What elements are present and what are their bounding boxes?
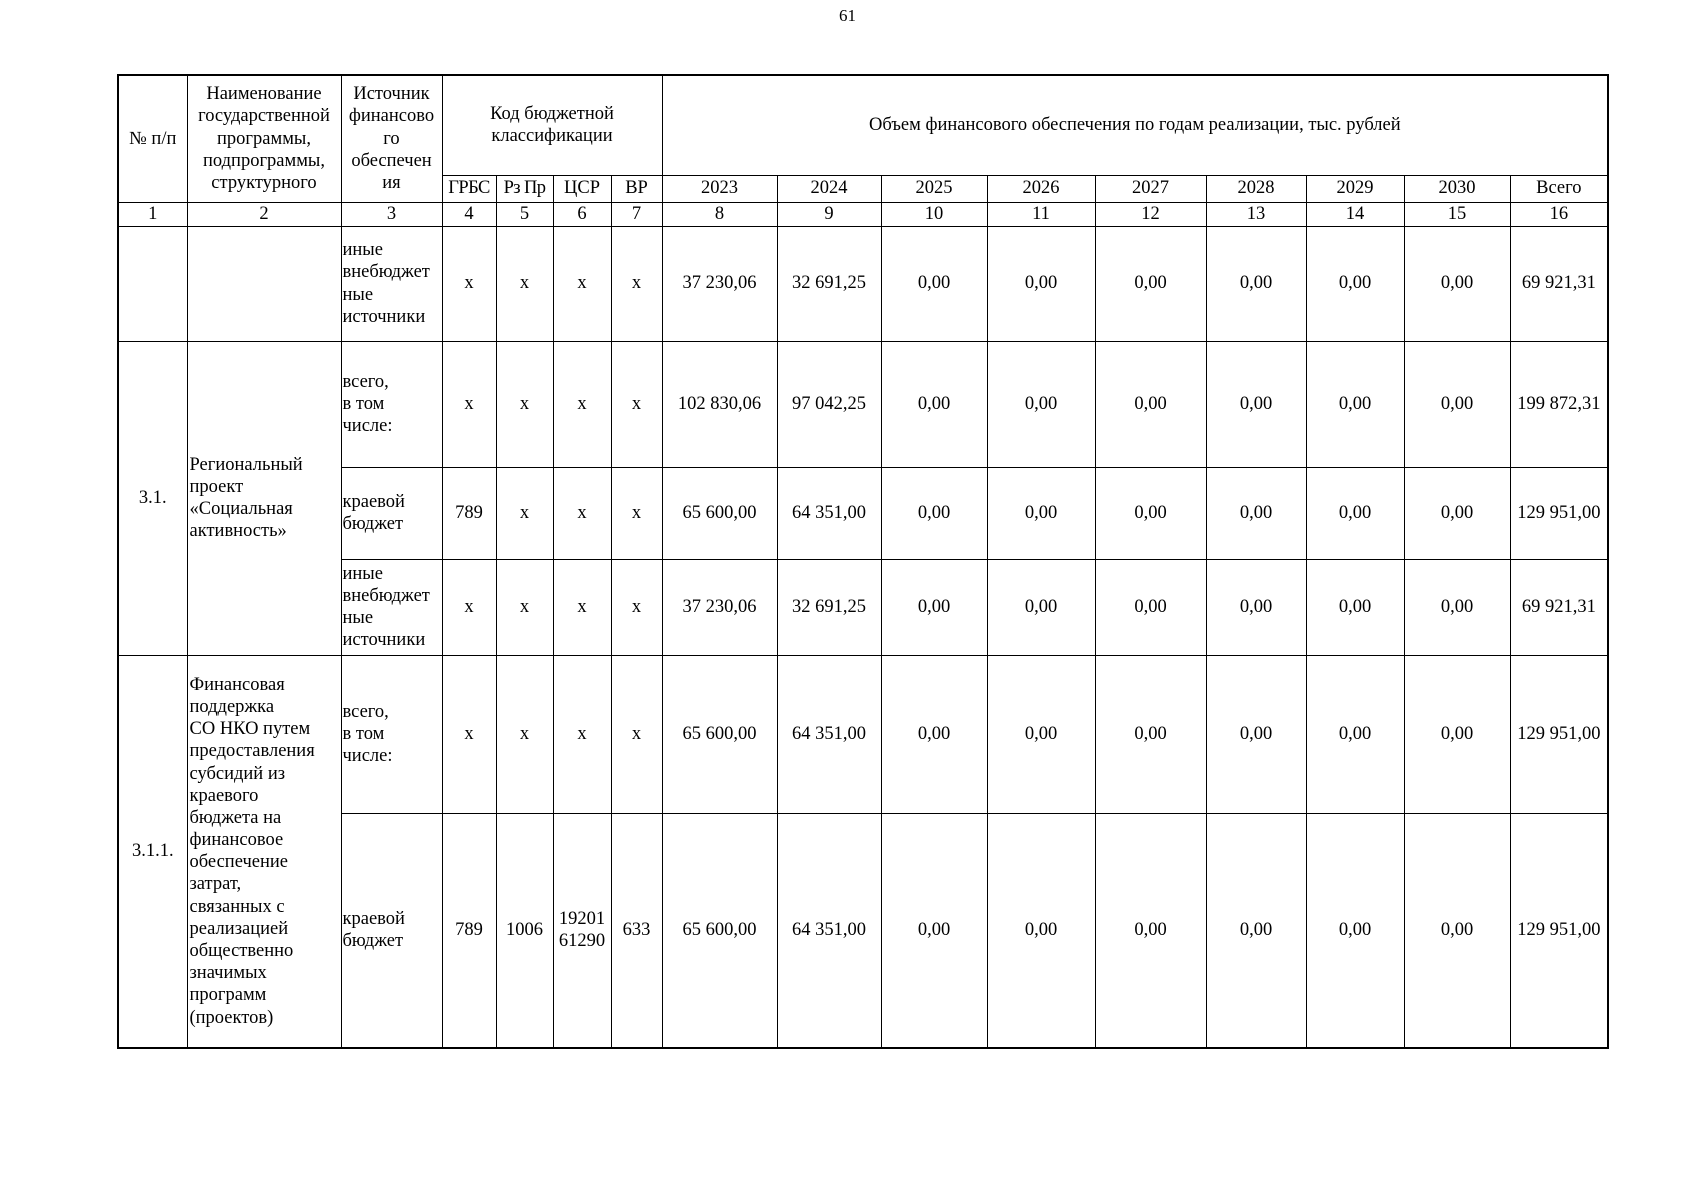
row-value-2023: 65 600,00 [662, 813, 777, 1048]
col-number: 9 [777, 202, 881, 226]
header-name-lines: Наименование государственной программы, подпрограммы, структурного [198, 84, 330, 194]
row-csr: х [553, 559, 611, 655]
row-vr: х [611, 655, 662, 813]
row-value-2025: 0,00 [881, 467, 987, 559]
row-grbs: х [442, 226, 496, 341]
col-number: 8 [662, 202, 777, 226]
row-vr: х [611, 559, 662, 655]
col-number: 1 [118, 202, 187, 226]
row-source: краевой бюджет [341, 467, 442, 559]
row-vr: х [611, 467, 662, 559]
table-row [118, 226, 1608, 341]
row-rzpr: х [496, 559, 553, 655]
row-csr: х [553, 467, 611, 559]
row-rzpr: х [496, 655, 553, 813]
row-value-total: 129 951,00 [1510, 467, 1608, 559]
row-source: всего, в том числе: [341, 655, 442, 813]
table-row [118, 559, 1608, 655]
header-code-text: Код бюджетной классификации [490, 104, 614, 147]
row-value-total: 129 951,00 [1510, 813, 1608, 1048]
row-value-2023: 102 830,06 [662, 341, 777, 467]
row-name: Региональный проект «Социальная активность» [187, 341, 341, 655]
row-value-2023: 65 600,00 [662, 655, 777, 813]
col-number: 12 [1095, 202, 1206, 226]
row-value-2030: 0,00 [1404, 813, 1510, 1048]
page-number: 61 [839, 6, 856, 25]
row-value-2027: 0,00 [1095, 813, 1206, 1048]
row-value-2027: 0,00 [1095, 226, 1206, 341]
row-value-2026: 0,00 [987, 341, 1095, 467]
row-source: краевой бюджет [341, 813, 442, 1048]
row-value-2027: 0,00 [1095, 341, 1206, 467]
row-value-2030: 0,00 [1404, 559, 1510, 655]
row-source: иные внебюджет ные источники [341, 226, 442, 341]
row-grbs: х [442, 559, 496, 655]
header-year-2025: 2025 [881, 175, 987, 202]
header-year-2024: 2024 [777, 175, 881, 202]
row-number: 3.1. [118, 341, 187, 655]
row-value-2026: 0,00 [987, 226, 1095, 341]
row-grbs: 789 [442, 467, 496, 559]
row-value-2028: 0,00 [1206, 226, 1306, 341]
col-number: 7 [611, 202, 662, 226]
header-total: Всего [1510, 175, 1608, 202]
header-name [187, 75, 341, 202]
row-value-2024: 97 042,25 [777, 341, 881, 467]
col-number: 5 [496, 202, 553, 226]
table-body [118, 226, 1608, 1048]
row-value-2024: 32 691,25 [777, 559, 881, 655]
header-csr: ЦСР [553, 175, 611, 202]
row-value-2025: 0,00 [881, 655, 987, 813]
row-number [118, 226, 187, 341]
row-csr: х [553, 226, 611, 341]
row-value-2028: 0,00 [1206, 559, 1306, 655]
row-name: Финансовая поддержка СО НКО путем предоставления субсидий из краевого бюджета на финансовое обеспечение затрат, связанных с реализацией общественно значимых программ (проектов) [187, 655, 341, 1048]
col-number: 14 [1306, 202, 1404, 226]
header-year-2028: 2028 [1206, 175, 1306, 202]
col-number: 10 [881, 202, 987, 226]
row-value-2025: 0,00 [881, 341, 987, 467]
row-value-2026: 0,00 [987, 467, 1095, 559]
col-number: 3 [341, 202, 442, 226]
header-grbs: ГРБС [442, 175, 496, 202]
row-vr: х [611, 341, 662, 467]
col-number: 16 [1510, 202, 1608, 226]
row-rzpr: х [496, 341, 553, 467]
row-value-2024: 64 351,00 [777, 467, 881, 559]
row-value-total: 69 921,31 [1510, 559, 1608, 655]
row-value-2026: 0,00 [987, 655, 1095, 813]
row-grbs: 789 [442, 813, 496, 1048]
row-csr: 19201 61290 [553, 813, 611, 1048]
row-csr: х [553, 341, 611, 467]
row-value-2027: 0,00 [1095, 559, 1206, 655]
column-numbers-row [118, 202, 1608, 226]
row-value-2025: 0,00 [881, 813, 987, 1048]
row-source: иные внебюджет ные источники [341, 559, 442, 655]
table-row [118, 341, 1608, 467]
row-value-total: 129 951,00 [1510, 655, 1608, 813]
row-rzpr: х [496, 226, 553, 341]
row-value-2029: 0,00 [1306, 813, 1404, 1048]
row-value-2029: 0,00 [1306, 559, 1404, 655]
table-row [118, 467, 1608, 559]
row-value-2030: 0,00 [1404, 467, 1510, 559]
col-number: 6 [553, 202, 611, 226]
row-value-2024: 32 691,25 [777, 226, 881, 341]
table-row [118, 655, 1608, 813]
row-value-2030: 0,00 [1404, 341, 1510, 467]
row-value-2028: 0,00 [1206, 341, 1306, 467]
header-year-2026: 2026 [987, 175, 1095, 202]
col-number: 2 [187, 202, 341, 226]
row-value-2024: 64 351,00 [777, 813, 881, 1048]
header-rzpr: Рз Пр [496, 175, 553, 202]
header-source [341, 75, 442, 202]
row-value-2028: 0,00 [1206, 813, 1306, 1048]
row-name [187, 226, 341, 341]
header-num: № п/п [118, 75, 187, 202]
row-value-2030: 0,00 [1404, 226, 1510, 341]
row-value-2024: 64 351,00 [777, 655, 881, 813]
row-value-2027: 0,00 [1095, 467, 1206, 559]
row-csr: х [553, 655, 611, 813]
col-number: 13 [1206, 202, 1306, 226]
row-value-2029: 0,00 [1306, 341, 1404, 467]
row-number: 3.1.1. [118, 655, 187, 1048]
header-year-2030: 2030 [1404, 175, 1510, 202]
row-rzpr: х [496, 467, 553, 559]
header-source-lines: Источник финансово го обеспечен ия [348, 84, 435, 194]
row-value-2023: 37 230,06 [662, 226, 777, 341]
header-volume: Объем финансового обеспечения по годам реализации, тыс. рублей [662, 75, 1608, 175]
row-value-2023: 37 230,06 [662, 559, 777, 655]
row-value-2023: 65 600,00 [662, 467, 777, 559]
header-year-2023: 2023 [662, 175, 777, 202]
row-vr: 633 [611, 813, 662, 1048]
row-value-total: 69 921,31 [1510, 226, 1608, 341]
row-grbs: х [442, 655, 496, 813]
row-value-2026: 0,00 [987, 559, 1095, 655]
row-value-2025: 0,00 [881, 226, 987, 341]
row-value-2027: 0,00 [1095, 655, 1206, 813]
row-value-2028: 0,00 [1206, 467, 1306, 559]
budget-table [117, 74, 1609, 1049]
row-value-total: 199 872,31 [1510, 341, 1608, 467]
header-year-2027: 2027 [1095, 175, 1206, 202]
row-value-2029: 0,00 [1306, 655, 1404, 813]
row-value-2029: 0,00 [1306, 467, 1404, 559]
row-grbs: х [442, 341, 496, 467]
row-rzpr: 1006 [496, 813, 553, 1048]
row-value-2030: 0,00 [1404, 655, 1510, 813]
header-year-2029: 2029 [1306, 175, 1404, 202]
row-value-2025: 0,00 [881, 559, 987, 655]
row-value-2028: 0,00 [1206, 655, 1306, 813]
table-row [118, 813, 1608, 1048]
header-vr: ВР [611, 175, 662, 202]
col-number: 11 [987, 202, 1095, 226]
row-source: всего, в том числе: [341, 341, 442, 467]
header-code [442, 75, 662, 175]
col-number: 15 [1404, 202, 1510, 226]
col-number: 4 [442, 202, 496, 226]
row-value-2029: 0,00 [1306, 226, 1404, 341]
row-value-2026: 0,00 [987, 813, 1095, 1048]
row-vr: х [611, 226, 662, 341]
